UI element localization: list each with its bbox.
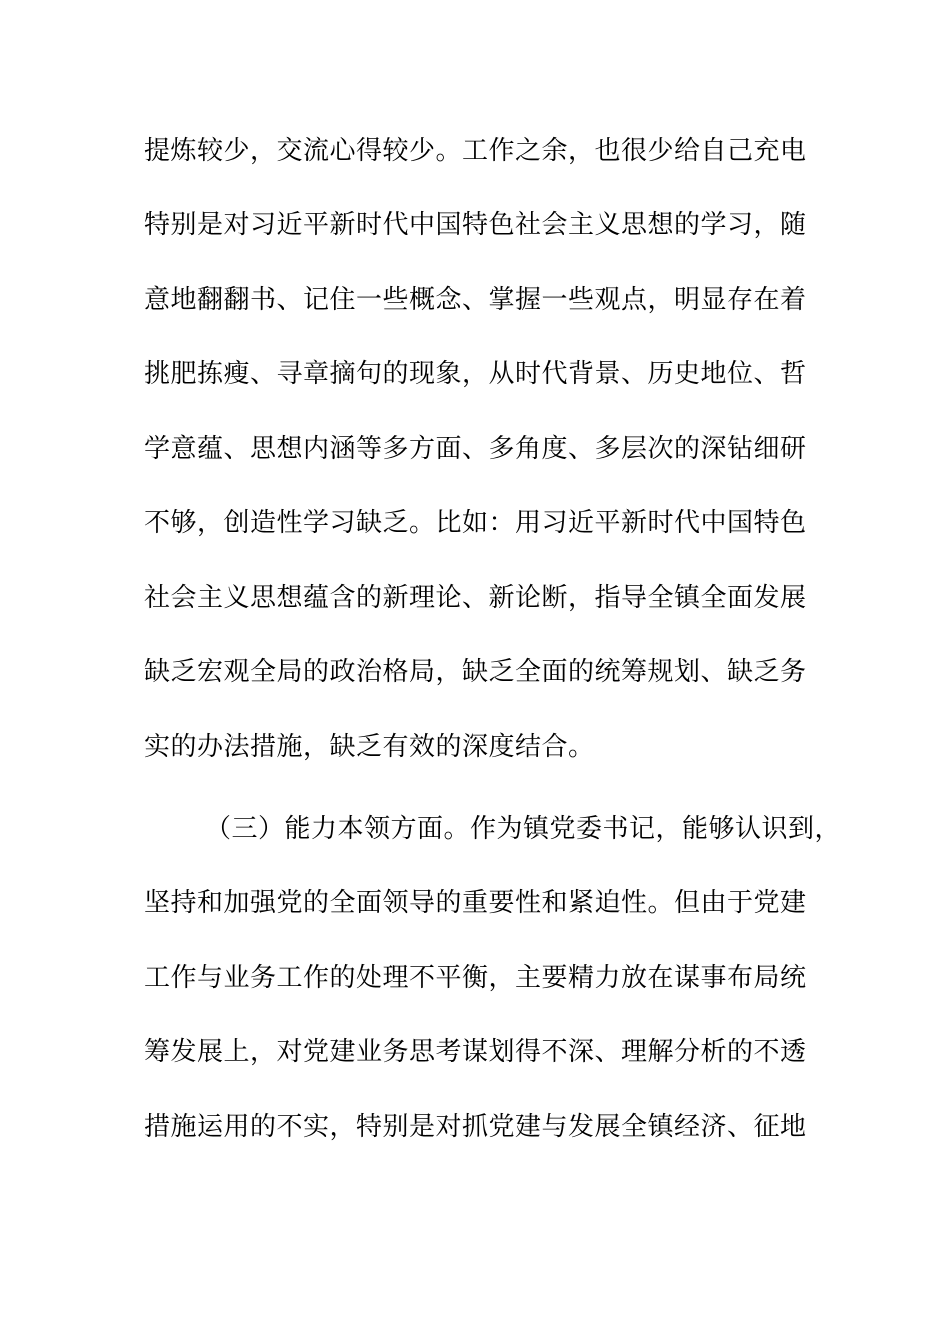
paragraph-line: 筹发展上，对党建业务思考谋划得不深、理解分析的不透 bbox=[144, 1037, 807, 1067]
paragraph-line: 特别是对习近平新时代中国特色社会主义思想的学习，随 bbox=[144, 210, 807, 240]
paragraph-line: 缺乏宏观全局的政治格局，缺乏全面的统筹规划、缺乏务 bbox=[144, 657, 807, 687]
paragraph-line: 措施运用的不实，特别是对抓党建与发展全镇经济、征地 bbox=[144, 1112, 807, 1142]
paragraph-line: 坚持和加强党的全面领导的重要性和紧迫性。但由于党建 bbox=[144, 888, 807, 918]
paragraph-line: 意地翻翻书、记住一些概念、掌握一些观点，明显存在着 bbox=[144, 285, 807, 315]
paragraph-line: 挑肥拣瘦、寻章摘句的现象，从时代背景、历史地位、哲 bbox=[144, 359, 807, 389]
paragraph-line: 学意蕴、思想内涵等多方面、多角度、多层次的深钻细研 bbox=[144, 434, 807, 464]
section-heading-line: （三）能力本领方面。作为镇党委书记，能够认识到， bbox=[205, 814, 842, 844]
paragraph-line: 社会主义思想蕴含的新理论、新论断，指导全镇全面发展 bbox=[144, 583, 807, 613]
paragraph-line: 工作与业务工作的处理不平衡，主要精力放在谋事布局统 bbox=[144, 963, 807, 993]
paragraph-line: 实的办法措施，缺乏有效的深度结合。 bbox=[144, 732, 595, 762]
paragraph-line: 提炼较少，交流心得较少。工作之余，也很少给自己充电 bbox=[144, 136, 807, 166]
paragraph-line: 不够，创造性学习缺乏。比如：用习近平新时代中国特色 bbox=[144, 508, 807, 538]
